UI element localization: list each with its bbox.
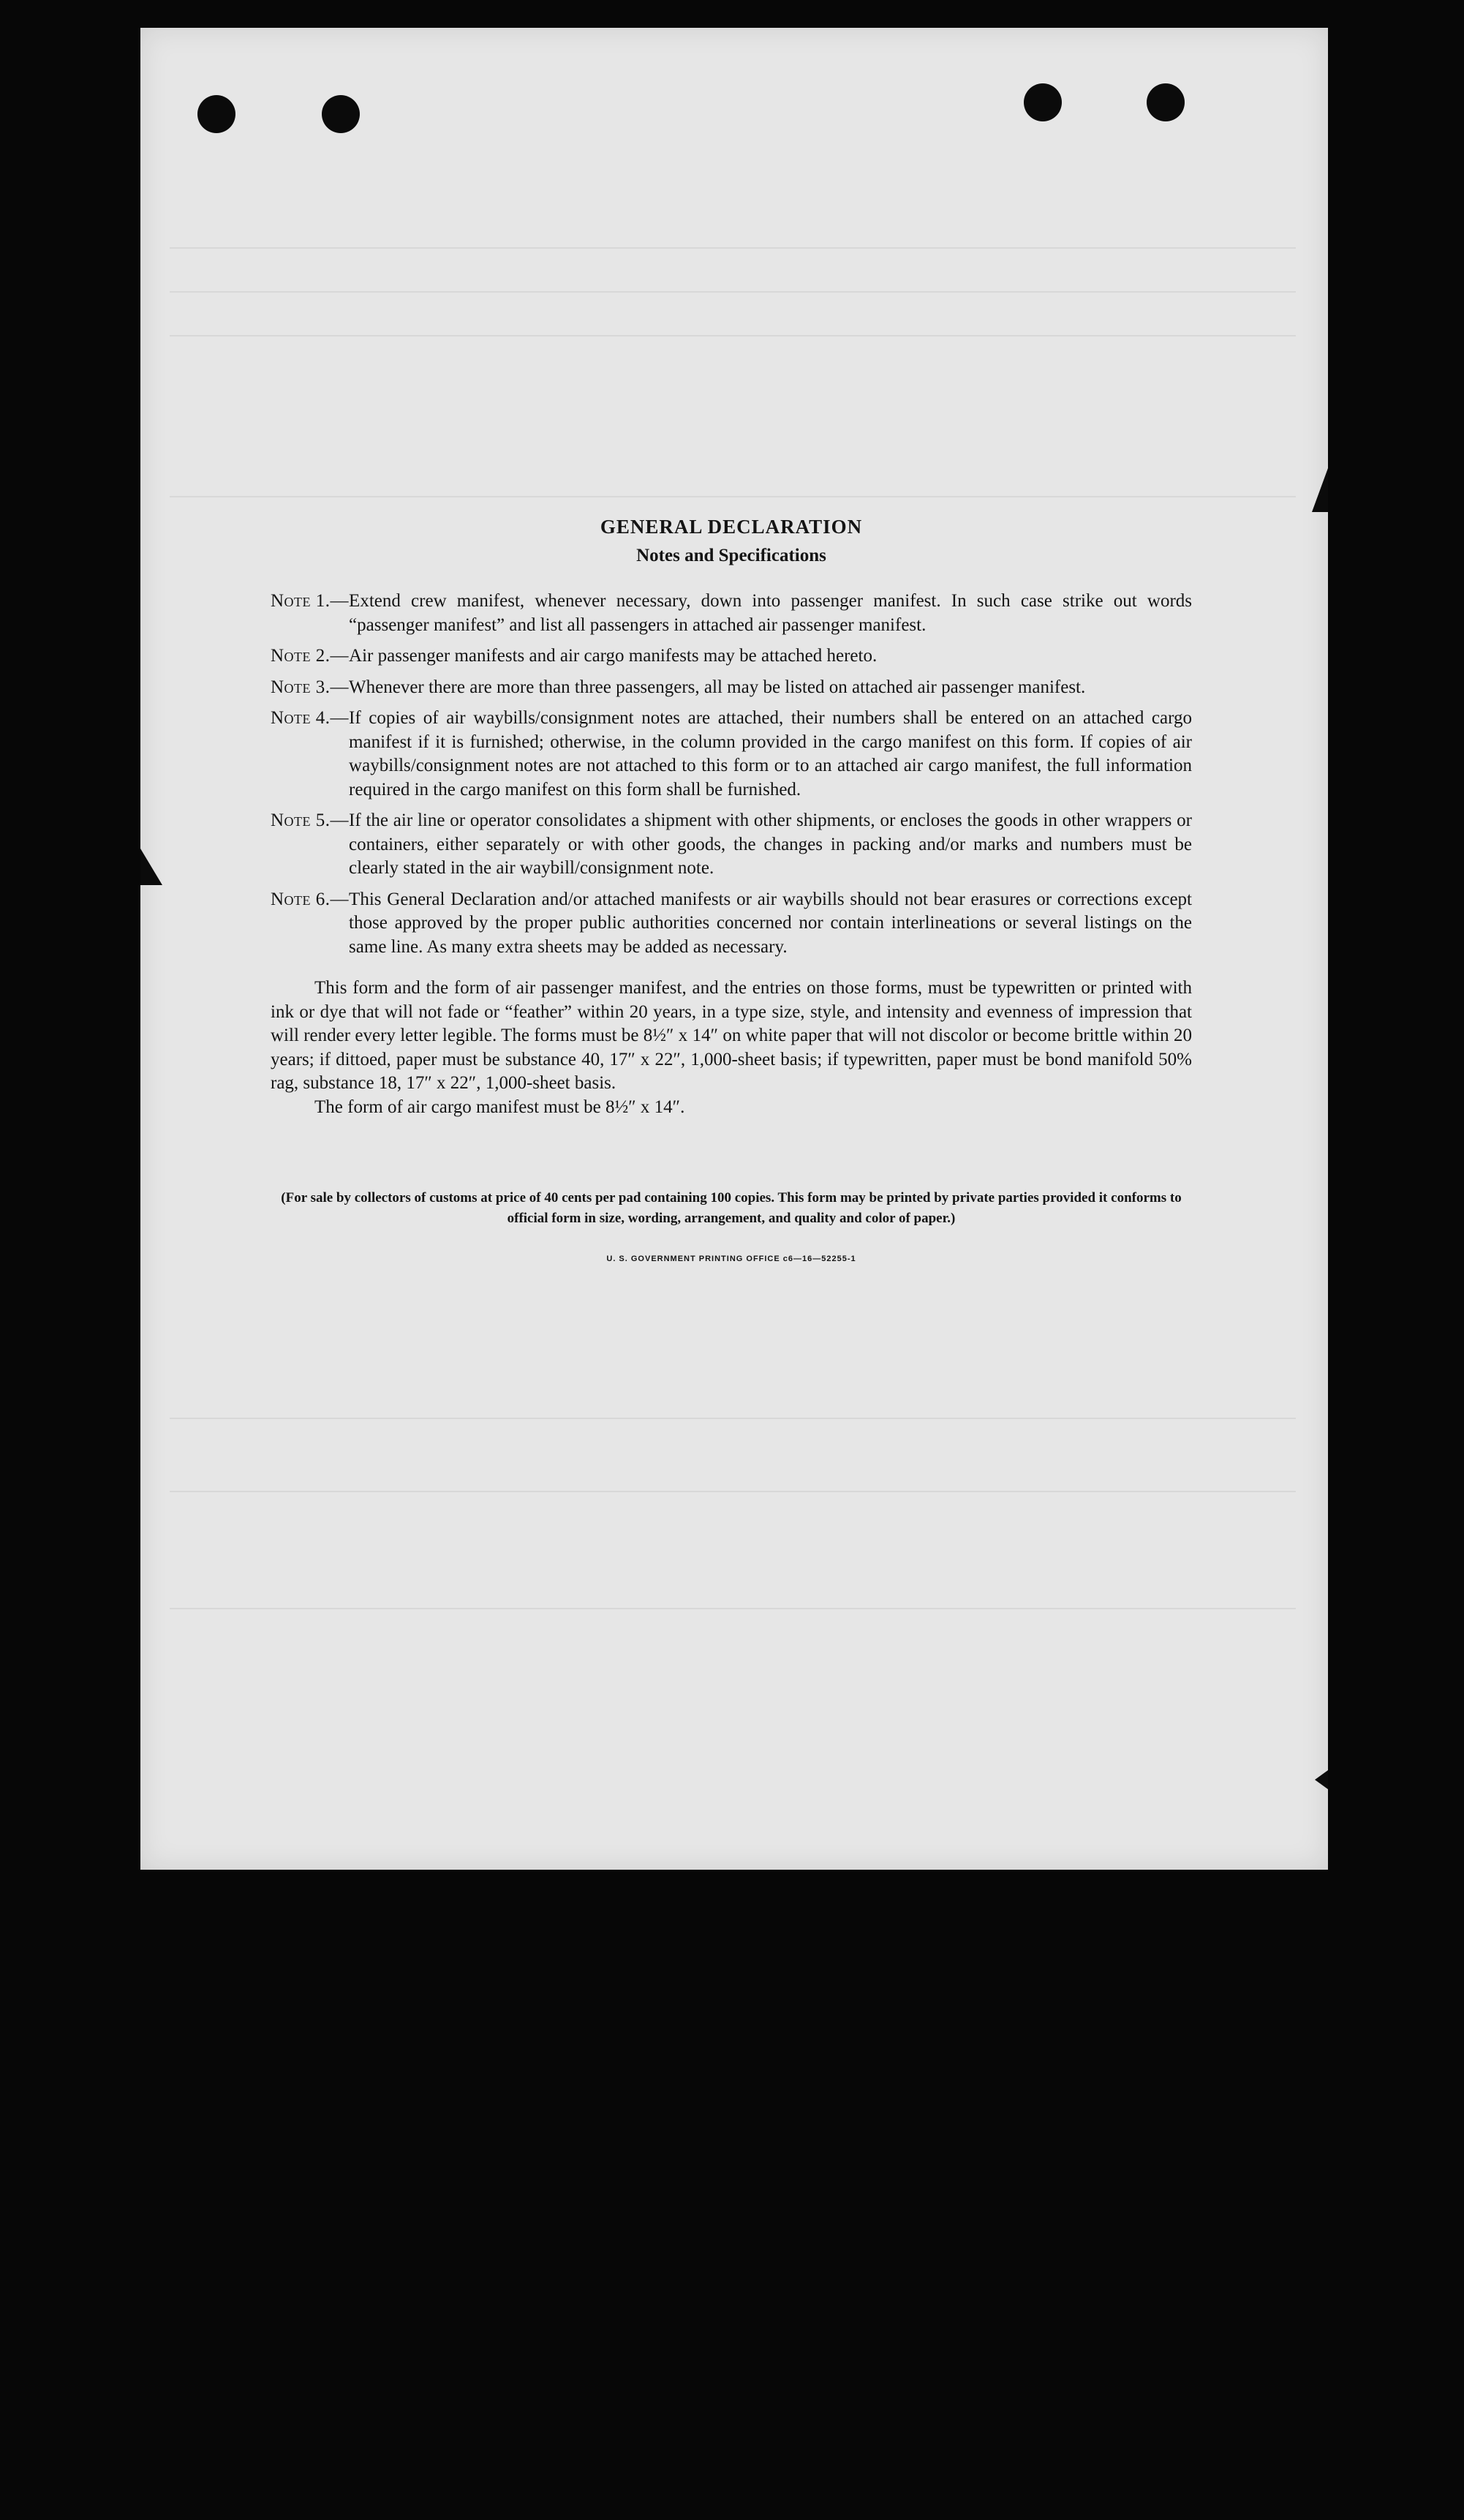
note-1 xyxy=(271,590,1192,637)
document-page xyxy=(140,28,1328,1870)
note-text: If copies of air waybills/consignment notes are attached, their numbers shall be entered on an attached cargo manifest if it is furnished; otherwise, in the column provided in the cargo manifest on this form. If copies of air waybills/consignment notes are not attached to this form or to an attached air cargo manifest, the full information required in the cargo manifest on this form shall be furnished. xyxy=(349,708,1192,800)
note-3 xyxy=(271,676,1192,700)
bleed-through-line xyxy=(170,496,1296,497)
bleed-through-line xyxy=(170,291,1296,293)
bleed-through-line xyxy=(170,1491,1296,1492)
form-specification-paragraph: This form and the form of air passenger manifest, and the entries on those forms, must be typewritten or printed with ink or dye that will not fade or “feather” within 20 years, in a type size, style, and intensity and evenness of impression that will render every letter legible. The forms must be 8½″ x 14″ on white paper that will not discolor or become brittle within 20 years; if dittoed, paper must be substance 40, 17″ x 22″, 1,000-sheet basis; if typewritten, paper must be bond manifold 50% rag, substance 18, 17″ x 22″, 1,000-sheet basis. xyxy=(271,978,1192,1093)
document-subtitle: Notes and Specifications xyxy=(636,546,826,565)
bleed-through-line xyxy=(170,1608,1296,1609)
note-label: Note 1.— xyxy=(271,591,350,611)
punch-hole-right-1 xyxy=(1024,83,1062,121)
punch-hole-left-1 xyxy=(197,95,235,133)
note-2 xyxy=(271,644,1192,669)
note-label: Note 5.— xyxy=(271,810,350,830)
note-text: Whenever there are more than three passengers, all may be listed on attached air passenger manifest. xyxy=(349,677,1086,697)
note-5 xyxy=(271,809,1192,881)
note-label: Note 3.— xyxy=(271,677,350,697)
note-label: Note 4.— xyxy=(271,708,350,728)
bleed-through-line xyxy=(170,335,1296,336)
notes-content xyxy=(271,516,1192,1263)
bleed-through-line xyxy=(170,1418,1296,1419)
note-text: If the air line or operator consolidates a shipment with other shipments, or encloses the goods in other wrappers or containers, either separately or with other goods, the changes in packing and/or marks and numbers must be clearly stated in the air waybill/consignment note. xyxy=(349,810,1192,878)
sale-notice: (For sale by collectors of customs at price of 40 cents per pad containing 100 copies. This form may be printed by private parties provided it conforms to official form in size, wording, arrangement, and quality and color of paper.) xyxy=(281,1190,1182,1226)
note-6 xyxy=(271,888,1192,960)
document-title: GENERAL DECLARATION xyxy=(600,516,863,538)
printing-office-imprint: U. S. GOVERNMENT PRINTING OFFICE c6—16—52255-1 xyxy=(606,1255,856,1264)
note-label: Note 2.— xyxy=(271,646,350,666)
note-label: Note 6.— xyxy=(271,889,350,909)
note-text: Air passenger manifests and air cargo manifests may be attached hereto. xyxy=(349,646,878,666)
note-text: This General Declaration and/or attached manifests or air waybills should not bear erasures or corrections except those approved by the proper public authorities concerned nor contain interlineations or several listings on the same line. As many extra sheets may be added as necessary. xyxy=(349,889,1192,957)
punch-hole-right-2 xyxy=(1147,83,1185,121)
note-text: Extend crew manifest, whenever necessary, down into passenger manifest. In such case strike out words “passenger manifest” and list all passengers in attached air passenger manifest. xyxy=(349,591,1192,635)
bleed-through-line xyxy=(170,247,1296,249)
note-4 xyxy=(271,707,1192,802)
punch-hole-left-2 xyxy=(322,95,360,133)
cargo-form-size: The form of air cargo manifest must be 8½″ x 14″. xyxy=(314,1097,685,1117)
